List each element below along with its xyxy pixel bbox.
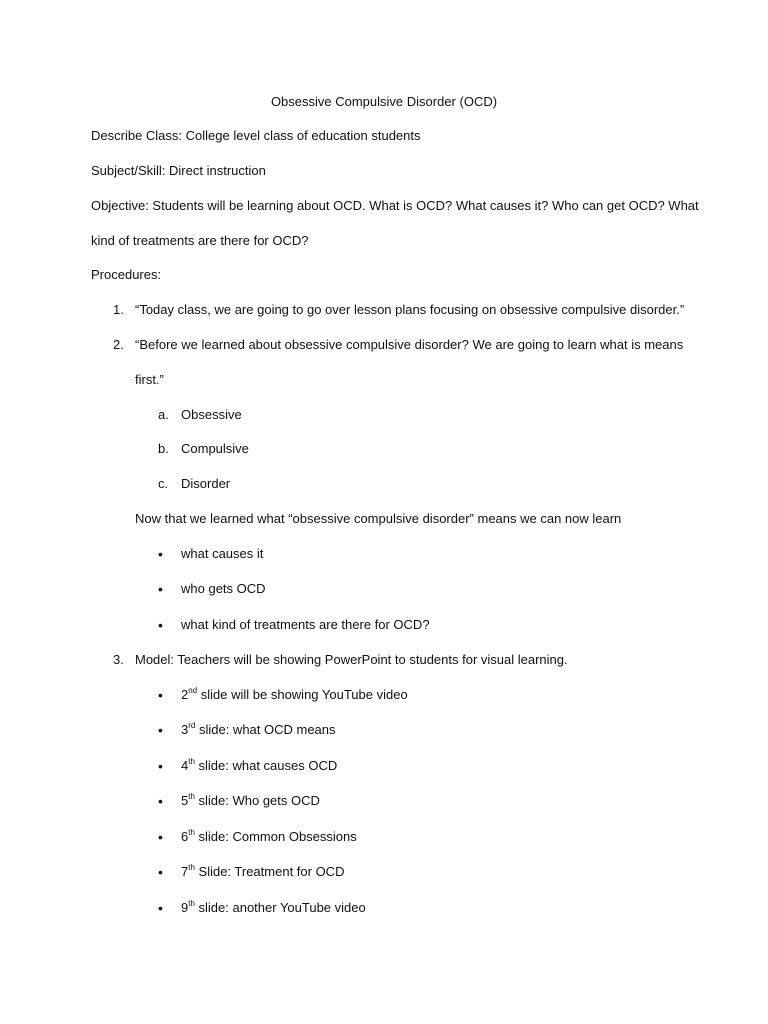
slide-text: slide will be showing YouTube video: [197, 687, 408, 702]
slide-item: [181, 793, 320, 809]
slide-ordinal: nd: [188, 685, 198, 695]
bullet-marker: •: [158, 793, 163, 809]
bullet-marker: •: [158, 900, 163, 916]
bullet-item: what causes it: [181, 546, 264, 561]
slide-ordinal: th: [188, 898, 195, 908]
slide-text: slide: Common Obsessions: [194, 829, 357, 844]
objective-line-1: Objective: Students will be learning about OCD. What is OCD? What causes it? Who can get OCD? What: [91, 198, 699, 213]
slide-item: [181, 864, 344, 880]
sub-item-marker: b.: [158, 441, 169, 456]
slide-item: [181, 900, 366, 916]
describe-class-line: Describe Class: College level class of education students: [91, 128, 421, 143]
sub-item-marker: c.: [158, 476, 169, 491]
slide-number: 4: [181, 758, 189, 773]
step-text-line-2: first.”: [135, 372, 164, 387]
sub-item-marker: a.: [158, 407, 169, 422]
bullet-item: who gets OCD: [181, 581, 266, 596]
bullet-marker: •: [158, 687, 163, 703]
bullet-marker: •: [158, 617, 163, 633]
bullet-marker: •: [158, 722, 163, 738]
slide-ordinal: th: [188, 862, 195, 872]
procedures-heading: Procedures:: [91, 267, 162, 282]
slide-ordinal: th: [188, 791, 195, 801]
slide-number: 2: [181, 687, 189, 702]
step-number: 1.: [113, 302, 124, 317]
bullet-marker: •: [158, 864, 163, 880]
slide-text: slide: what OCD means: [195, 722, 336, 737]
sub-item-text: Obsessive: [181, 407, 242, 422]
step-text: “Today class, we are going to go over lesson plans focusing on obsessive compulsive disorder.”: [135, 302, 685, 317]
slide-text: slide: Who gets OCD: [194, 793, 320, 808]
step-number: 2.: [113, 337, 124, 352]
step-followup-text: Now that we learned what “obsessive compulsive disorder” means we can now learn: [135, 511, 622, 526]
bullet-marker: •: [158, 758, 163, 774]
slide-item: [181, 687, 408, 703]
sub-item-text: Disorder: [181, 476, 231, 491]
step-text-line-1: “Before we learned about obsessive compulsive disorder? We are going to learn what is means: [135, 337, 684, 352]
sub-item-text: Compulsive: [181, 441, 249, 456]
slide-number: 9: [181, 900, 189, 915]
bullet-marker: •: [158, 829, 163, 845]
slide-ordinal: rd: [188, 720, 196, 730]
slide-text: slide: another YouTube video: [194, 900, 366, 915]
slide-text: Slide: Treatment for OCD: [194, 864, 345, 879]
document-title: Obsessive Compulsive Disorder (OCD): [270, 94, 498, 109]
slide-item: [181, 829, 357, 845]
bullet-item: what kind of treatments are there for OCD?: [181, 617, 430, 632]
slide-text: slide: what causes OCD: [194, 758, 338, 773]
slide-ordinal: th: [188, 827, 195, 837]
step-number: 3.: [113, 652, 124, 667]
slide-ordinal: th: [188, 756, 195, 766]
bullet-marker: •: [158, 546, 163, 562]
objective-line-2: kind of treatments are there for OCD?: [91, 233, 309, 248]
slide-number: 3: [181, 722, 189, 737]
slide-number: 7: [181, 864, 189, 879]
step-text: Model: Teachers will be showing PowerPoint to students for visual learning.: [135, 652, 568, 667]
slide-number: 6: [181, 829, 189, 844]
slide-number: 5: [181, 793, 189, 808]
slide-item: [181, 722, 336, 738]
bullet-marker: •: [158, 581, 163, 597]
slide-item: [181, 758, 337, 774]
subject-skill-line: Subject/Skill: Direct instruction: [91, 163, 266, 178]
